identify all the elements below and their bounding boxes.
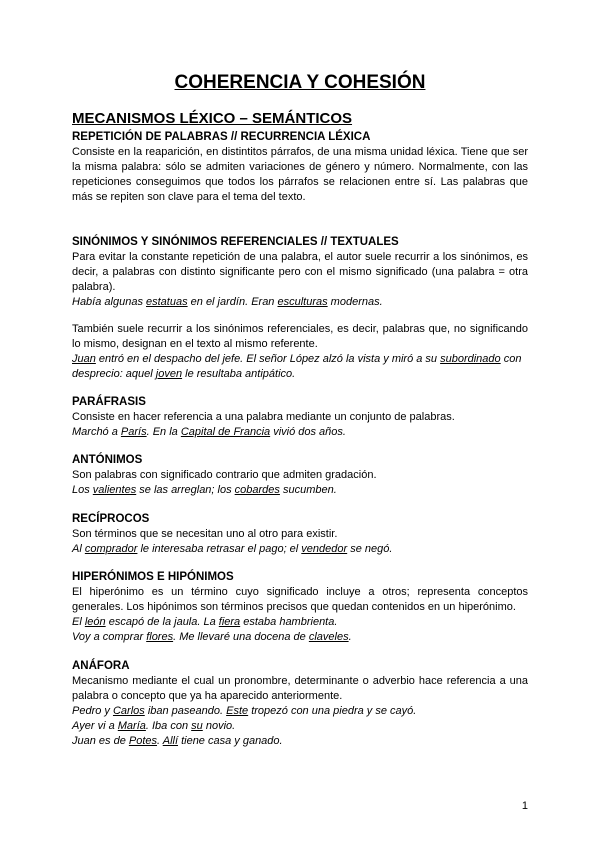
text-antonimos: Son palabras con significado contrario que admiten gradación. [72, 469, 377, 481]
text-repeticion: Consiste en la reaparición, en distintitos párrafos, de una misma unidad léxica. Tiene que ser la misma palabra: sólo se admiten variaciones de género y número. Normalmente, con las repeticiones conseguimos que todos los párrafos se relacionen entre sí. Las palabras que más se repiten son clave para el tema del texto. [72, 146, 528, 203]
section-repeticion [72, 131, 528, 205]
text-sinonimos-2: También suele recurrir a los sinónimos referenciales, es decir, palabras que, no significando lo mismo, designan en el texto al mismo referente. [72, 323, 528, 350]
heading-anafora: ANÁFORA [72, 660, 130, 672]
example-reciprocos: Al comprador le interesaba retrasar el pago; el vendedor se negó. [72, 543, 393, 555]
heading-repeticion: REPETICIÓN DE PALABRAS // RECURRENCIA LÉXICA [72, 131, 371, 143]
heading-hiperonimos: HIPERÓNIMOS E HIPÓNIMOS [72, 571, 234, 583]
text-reciprocos: Son términos que se necesitan uno al otro para existir. [72, 528, 338, 540]
section-sinonimos [72, 236, 528, 382]
example-hiperonimos-1: El león escapó de la jaula. La fiera estaba hambrienta. [72, 616, 338, 628]
heading-reciprocos: RECÍPROCOS [72, 513, 150, 525]
text-parafrasis: Consiste en hacer referencia a una palabra mediante un conjunto de palabras. [72, 411, 455, 423]
text-hiperonimos: El hiperónimo es un término cuyo significado incluye a otros; representa conceptos generales. Los hipónimos son términos precisos que quedan contenidos en un hiperónimo. [72, 586, 528, 613]
page-title: COHERENCIA Y COHESIÓN [174, 72, 426, 93]
example-sinonimos-1: Había algunas estatuas en el jardín. Eran esculturas modernas. [72, 296, 383, 308]
example-anafora-3: Juan es de Potes. Allí tiene casa y ganado. [72, 735, 283, 747]
text-anafora: Mecanismo mediante el cual un pronombre, determinante o adverbio hace referencia a una palabra o concepto que ya ha aparecido anteriormente. [72, 675, 528, 702]
example-anafora-2: Ayer vi a María. Iba con su novio. [72, 720, 236, 732]
heading-antonimos: ANTÓNIMOS [72, 454, 143, 466]
section-antonimos [72, 454, 528, 498]
example-antonimos: Los valientes se las arreglan; los cobardes sucumben. [72, 484, 337, 496]
example-sinonimos-2: Juan entró en el despacho del jefe. El señor López alzó la vista y miró a su subordinado con desprecio: aquel joven le resultaba antipático. [72, 353, 522, 380]
heading-parafrasis: PARÁFRASIS [72, 396, 146, 408]
section-hiperonimos [72, 571, 528, 645]
section-anafora [72, 660, 528, 749]
example-anafora-1: Pedro y Carlos iban paseando. Este tropezó con una piedra y se cayó. [72, 705, 417, 717]
page-number: 1 [521, 800, 528, 812]
section-parafrasis [72, 396, 528, 440]
section-title: MECANISMOS LÉXICO – SEMÁNTICOS [72, 110, 353, 127]
heading-sinonimos: SINÓNIMOS Y SINÓNIMOS REFERENCIALES // TEXTUALES [72, 236, 399, 248]
example-hiperonimos-2: Voy a comprar flores. Me llevaré una docena de claveles. [72, 631, 352, 643]
example-parafrasis: Marchó a París. En la Capital de Francia vivió dos años. [72, 426, 346, 438]
section-reciprocos [72, 513, 528, 557]
text-sinonimos-1: Para evitar la constante repetición de una palabra, el autor suele recurrir a los sinónimos, es decir, a palabras con distinto significante pero con el mismo significado (una palabra = otra palabra). [72, 251, 528, 293]
